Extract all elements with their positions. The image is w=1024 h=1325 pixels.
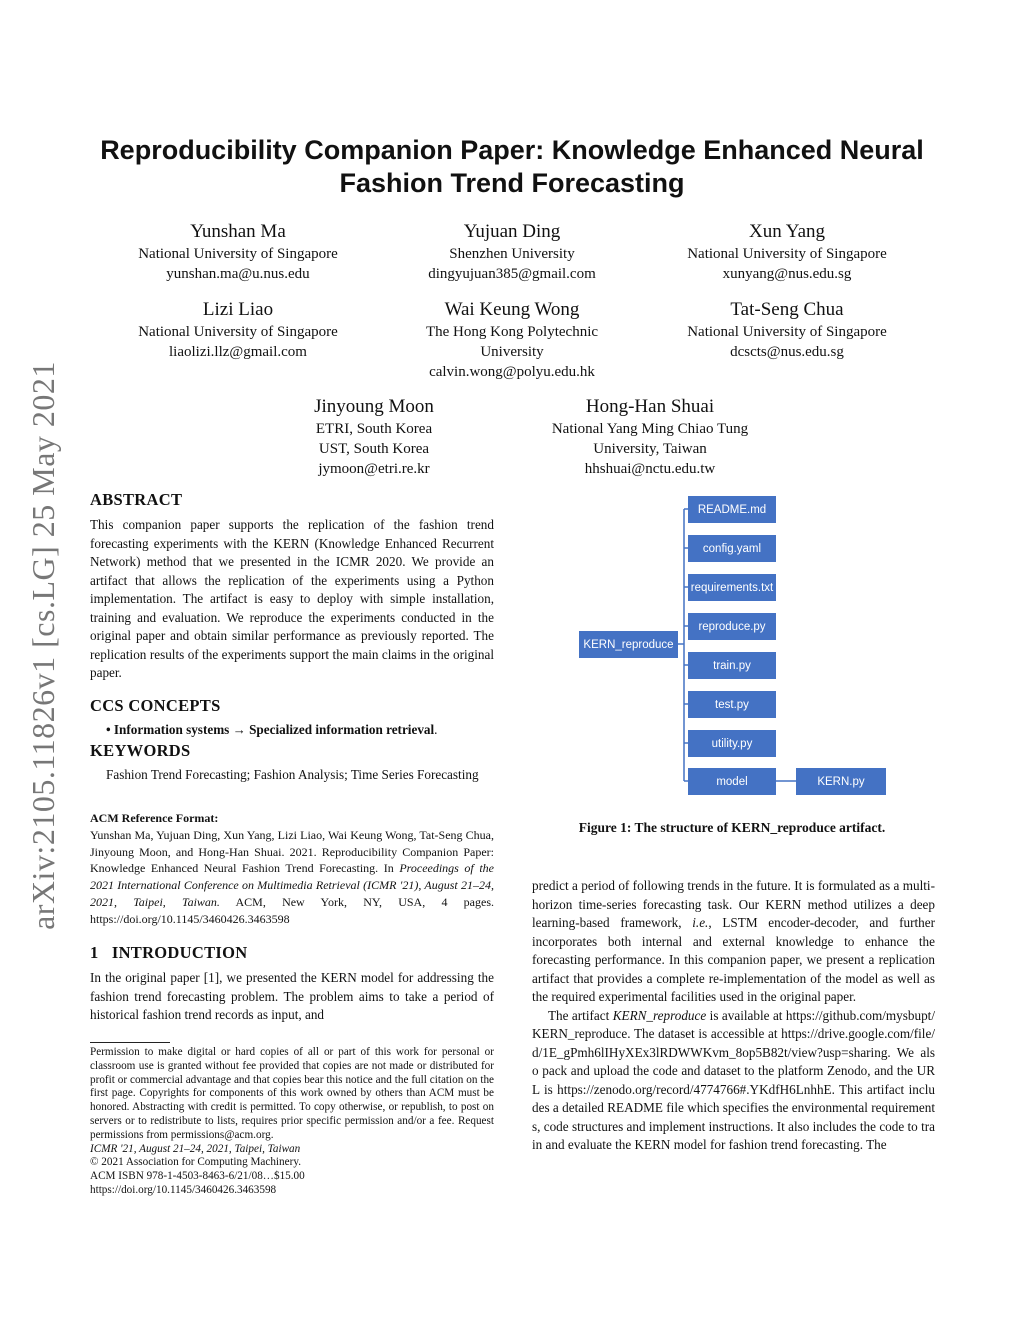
tree-node-root: KERN_reproduce: [579, 631, 678, 658]
abstract-paragraph: This companion paper supports the replication of the fashion trend forecasting experiments with the KERN (Knowledge Enhanced Recurrent Network) method that we presented in the ICMR 2020. We provide an artifact that allows the replication of the experiments using a Python implementation. The artifact is easy to deploy with simple installation, training and evaluation. We reproduce the experiments conducted in the original paper and obtain similar performance as previously reported. The replication results of the experiments support the main claims in the original paper.: [90, 517, 494, 680]
author-block: [88, 298, 388, 362]
author-block: [362, 220, 662, 284]
author-affiliation: National University of Singapore: [687, 246, 887, 262]
conference-info: ICMR '21, August 21–24, 2021, Taipei, Taiwan: [90, 1142, 301, 1155]
author-affiliation: The Hong Kong Polytechnic: [425, 324, 599, 340]
intro-heading: [90, 943, 247, 963]
tree-node-train: train.py: [688, 652, 776, 679]
keywords-text: [90, 766, 494, 785]
arxiv-stamp-text: arXiv:2105.11826v1 [cs.LG] 25 May 2021: [24, 360, 61, 930]
abstract-heading: ABSTRACT: [90, 490, 183, 509]
text-run: predict a period of following trends in the future. It is formulated as a multi-horizon time-series forecasting task. Our KERN method utilizes a deep learning-based framework,: [532, 878, 935, 930]
author-email: jymoon@etri.re.kr: [318, 461, 430, 477]
author-email: yunshan.ma@u.nus.edu: [166, 266, 310, 282]
artifact-name: KERN_reproduce: [612, 1007, 707, 1023]
author-name: Wai Keung Wong: [444, 299, 580, 320]
tree-node-readme: README.md: [688, 496, 776, 523]
keywords-paragraph: Fashion Trend Forecasting; Fashion Analysis; Time Series Forecasting: [106, 767, 479, 782]
author-name: Tat-Seng Chua: [730, 299, 844, 320]
intro-title: INTRODUCTION: [111, 943, 248, 962]
figure-artifact-structure: [570, 492, 900, 802]
ccs-end: .: [434, 722, 438, 737]
text-run-italic: i.e.: [692, 915, 709, 930]
title-line-2: Fashion Trend Forecasting: [339, 168, 685, 198]
author-name: Yujuan Ding: [463, 221, 561, 242]
footnote: [90, 1046, 494, 1198]
copyright: © 2021 Association for Computing Machinery.: [90, 1156, 301, 1169]
acm-ref-text: [90, 827, 494, 928]
tree-node-utility: utility.py: [688, 730, 776, 757]
ccs-concepts: [106, 721, 506, 740]
author-block: [88, 220, 388, 284]
text-run: , LSTM encoder-decoder, and further incorporates both internal and external knowledge to enhance the forecasting performance. In this companion paper, we present a replication artifact that provides a complete re-implementation of the model as well as the required experimental facilities used in the original paper.: [532, 915, 936, 1004]
acm-ref-publisher: ACM, New York, NY, USA, 4 pages. https://doi.org/10.1145/3460426.3463598: [90, 894, 494, 926]
acm-ref-authors: Yunshan Ma, Yujuan Ding, Xun Yang, Lizi Liao, Wai Keung Wong, Tat-Seng Chua, Jinyoung Moon, and Hong-Han Shuai. 2021. Reproducibility Companion Paper: Knowledge Enhanced Neural Fashion Trend Forecasting. In: [90, 827, 494, 876]
author-affiliation: ETRI, South Korea: [315, 421, 433, 437]
text-run: is available at https://github.com/mysbupt/KERN_reproduce. The dataset is accessible at https://drive.google.com/file/d/1E_gPmh6lIHyXEx3lRDWWKvm_8op5B82t/view?usp=sharing. We also pack and upload the code and dataset to the platform Zenodo, and the URL is https://zenodo.org/record/4774766#.YKdfH6LnhhE. This artifact includes a detailed README file which specifies the environmental requirements, code structures and implement instructions. It also includes the code to train and evaluate the KERN model for fashion trend forecasting. The: [532, 1007, 935, 1152]
acm-ref-heading: ACM Reference Format:: [90, 811, 219, 825]
intro-text: [90, 969, 494, 1025]
ccs-heading: CCS CONCEPTS: [90, 696, 221, 715]
tree-node-model: model: [688, 768, 776, 795]
author-affiliation: National University of Singapore: [138, 324, 338, 340]
tree-node-config: config.yaml: [688, 535, 776, 562]
paragraph-continued: [532, 877, 935, 1007]
tree-node-reproduce: reproduce.py: [688, 613, 776, 640]
author-affiliation: Shenzhen University: [449, 246, 575, 262]
author-block: [500, 395, 800, 479]
author-affiliation: National Yang Ming Chiao Tung: [551, 421, 749, 437]
intro-number: 1: [90, 943, 99, 962]
author-block: [637, 298, 937, 362]
author-affiliation: National University of Singapore: [687, 324, 887, 340]
ccs-bullet: •: [106, 722, 114, 737]
author-email: xunyang@nus.edu.sg: [722, 266, 852, 282]
tree-node-kern: KERN.py: [796, 768, 886, 795]
arxiv-stamp: [18, 345, 68, 945]
author-email: liaolizi.llz@gmail.com: [169, 344, 307, 360]
author-name: Lizi Liao: [202, 299, 274, 320]
author-name: Xun Yang: [748, 221, 826, 242]
paragraph-artifact: [532, 1007, 935, 1155]
acm-ref-proceedings: Proceedings of the 2021 International Conference on Multimedia Retrieval (ICMR '21), August 21–24, 2021, Taipei, Taiwan.: [90, 861, 494, 909]
doi: https://doi.org/10.1145/3460426.3463598: [90, 1183, 277, 1196]
keywords-heading: KEYWORDS: [90, 741, 191, 760]
footnote-rule: [90, 1042, 170, 1043]
author-name: Yunshan Ma: [190, 221, 286, 242]
right-column-text: [532, 877, 935, 1155]
ccs-concept: Information systems: [113, 722, 230, 737]
author-email: dingyujuan385@gmail.com: [428, 266, 596, 282]
figure-caption: Figure 1: The structure of KERN_reproduce artifact.: [578, 820, 886, 835]
text-run: The artifact: [548, 1007, 613, 1023]
permission-notice: Permission to make digital or hard copies of all or part of this work for personal or classroom use is granted without fee provided that copies are not made or distributed for profit or commercial advantage and that copies bear this notice and the full citation on the first page. Copyrights for components of this work owned by others than ACM must be honored. Abstracting with credit is permitted. To copy otherwise, or republish, to post on servers or to redistribute to lists, requires prior specific permission and/or a fee. Request permissions from permissions@acm.org.: [90, 1046, 494, 1141]
author-email: dcscts@nus.edu.sg: [730, 344, 844, 360]
author-affiliation: University, Taiwan: [593, 441, 707, 457]
tree-node-test: test.py: [688, 691, 776, 718]
intro-paragraph: In the original paper [1], we presented the KERN model for addressing the fashion trend forecasting problem. The problem aims to take a period of historical fashion trend records as input, and: [90, 970, 494, 1022]
author-email: hhshuai@nctu.edu.tw: [584, 461, 716, 477]
abstract-text: [90, 516, 494, 683]
ccs-arrow: →: [229, 722, 250, 737]
author-affiliation: UST, South Korea: [318, 441, 430, 457]
author-block: [362, 298, 662, 382]
author-affiliation: University: [480, 344, 544, 360]
author-block: [224, 395, 524, 479]
isbn: ACM ISBN 978-1-4503-8463-6/21/08…$15.00: [90, 1170, 305, 1183]
author-block: [637, 220, 937, 284]
author-email: calvin.wong@polyu.edu.hk: [429, 364, 595, 380]
author-name: Hong-Han Shuai: [585, 396, 715, 417]
ccs-subconcept: Specialized information retrieval: [249, 722, 435, 737]
tree-node-requirements: requirements.txt: [688, 574, 776, 601]
author-affiliation: National University of Singapore: [138, 246, 338, 262]
acm-reference: [90, 810, 494, 928]
author-name: Jinyoung Moon: [314, 396, 434, 417]
paper-title: [80, 134, 944, 200]
title-line-1: Reproducibility Companion Paper: Knowledge Enhanced Neural: [100, 135, 924, 165]
